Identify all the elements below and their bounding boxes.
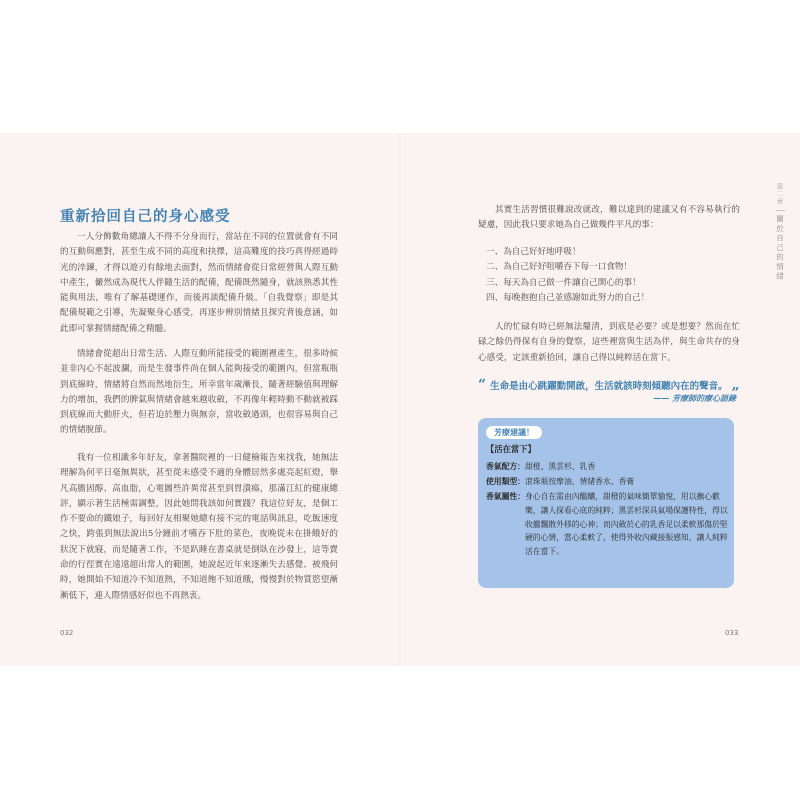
section-heading: 重新拾回自己的身心感受 [60, 209, 231, 225]
tip-title: 【活在當下】 [486, 444, 536, 454]
tip-value: 甜橙、黑雲杉、乳香 [524, 462, 596, 471]
body-paragraph: 情緒會從超出日常生活、人際互動所能接受的範圍裡產生，很多時候並非內心不起波瀾，而是生發事件尚在個人能夠接受的範圍內，但當瓶瓶到底線時，情緒將自然而然地衍生，所幸當年歲漸長，隨著經驗值與理解力的增加，我們的脾氣與情緒會越來越收斂，不再像年輕時動不動就被踩到底線而大動肝火，但若迫於壓力與無奈，當收斂過頭，也很容易與自己的情緒脫節。 [60, 349, 338, 436]
quote-line [478, 378, 740, 392]
tip-value: 身心自在需由內醞釀，甜橙的氣味簡單愉悅，用以撫心歡樂，讓人探看心底的純粹；黑雲杉深具氣場保護特性，得以收攏飄散外移的心神；而內斂於心的乳香足以柔軟那傷於堅硬的心情，當心柔軟了，使得外收內藏接振感知，讓人純粹活在當下。 [524, 492, 728, 557]
list-item: 一、為自己好好地呼吸！ [486, 247, 581, 257]
chapter-title: 關於自己的情緒 [775, 214, 785, 281]
open-quote-mark: “ [478, 377, 487, 393]
body-paragraph: 一人分飾數角總讓人不得不分身而行，當站在不同的位置就會有不同的互動與應對，甚至生成不同的高度和抉擇，這高難度的技巧真得經過時光的淬鍊，才得以遊刃有餘地去面對，然而情緒會從日常經營與人際互動中產生，儼然成為現代人伴隨生活的配備，配備既然隨身，就該熟悉其性能與用法，唯有了解基礎運作，而後再談配備升級。「自我覺察」即是其配備規範之引導，先凝聚身心感受，再逐步辨別情緒且探究背後意涵，如此即可掌握情緒配備之精髓。 [60, 232, 338, 334]
close-quote-mark: „ [731, 377, 740, 393]
tip-row-usage [486, 475, 728, 489]
tip-value: 滾珠瓶按摩油、情緒香水、香膏 [524, 477, 635, 486]
body-paragraph: 我有一位相識多年好友，拿著醫院裡的一日健檢報告來找我，她無法理解為何平日毫無異狀，甚至從未感受不適的身體居然多處亮起紅燈，舉凡高膽固醇、高血脂，心電圖些許異常甚至到胃潰瘍，那滿江紅的健康總評，顯示著生活極需調整，因此她問我該如何實踐？我這位好友，是個工作不要命的鐵娘子，每回好友相聚她總有接不完的電話與訊息，吃飯速度之快，跨張到無法說出5分鐘前才嚥吞下肚的菜色，夜晚從未在掛餓好的狀況下就寢，而是隨著工作，不是趴睡在書桌就是倒臥在沙發上，這等賣命的行徑實在遠遠超出常人的範圍，她說起近年來逐漸失去感覺、被飛何時，她開始不知道冷不知道熱，不知道飽不知道餓，慢慢對於物質慾望漸漸低下，連人際情感好似也不再熱衷。 [60, 453, 338, 601]
list-item: 二、為自己好好咀嚼吞下每一口食物！ [486, 262, 633, 273]
aroma-tip-box [478, 418, 734, 588]
list-item: 三、每天為自己做一件讓自己開心的事！ [486, 277, 641, 288]
body-paragraph: 人的忙碌有時已經無法釐清，到底是必要？或是想要？然而在忙碌之餘仍得保有自身的覺察，這些裡當與生活為伴，與生命共存的身心感受，定該重新拾回，讓自己得以純粹活在當下。 [478, 322, 740, 363]
page-number: 033 [725, 629, 739, 637]
tip-label: 香氣配方： [486, 462, 525, 471]
tip-row-attribute [486, 490, 728, 559]
quote-source: —— 芳療師的療心語錄 [653, 393, 736, 403]
tip-row-formula [486, 460, 728, 474]
page-number: 032 [60, 629, 74, 637]
body-paragraph: 其實生活習慣很難說改就改，難以達到的建議又有不容易執行的疑慮，因此我只要求她為自己做幾件平凡的事： [478, 205, 740, 231]
chapter-number: 第二章 [775, 183, 784, 206]
chapter-side-tab [760, 183, 800, 281]
list-item: 四、每晚抱抱自己並感謝如此努力的自己！ [486, 292, 650, 303]
tip-label: 使用類型： [486, 477, 525, 486]
book-gutter [399, 133, 401, 666]
tip-badge: 芳療建議！ [486, 426, 542, 439]
tip-label: 香氣屬性： [486, 492, 525, 501]
tab-divider [776, 210, 785, 211]
quote-text: 生命是由心跳躍動開啟，生活就該時刻傾聽內在的聲音。 [490, 381, 728, 392]
step-list [486, 245, 649, 306]
pull-quote [478, 378, 740, 404]
book-spread [0, 133, 800, 666]
